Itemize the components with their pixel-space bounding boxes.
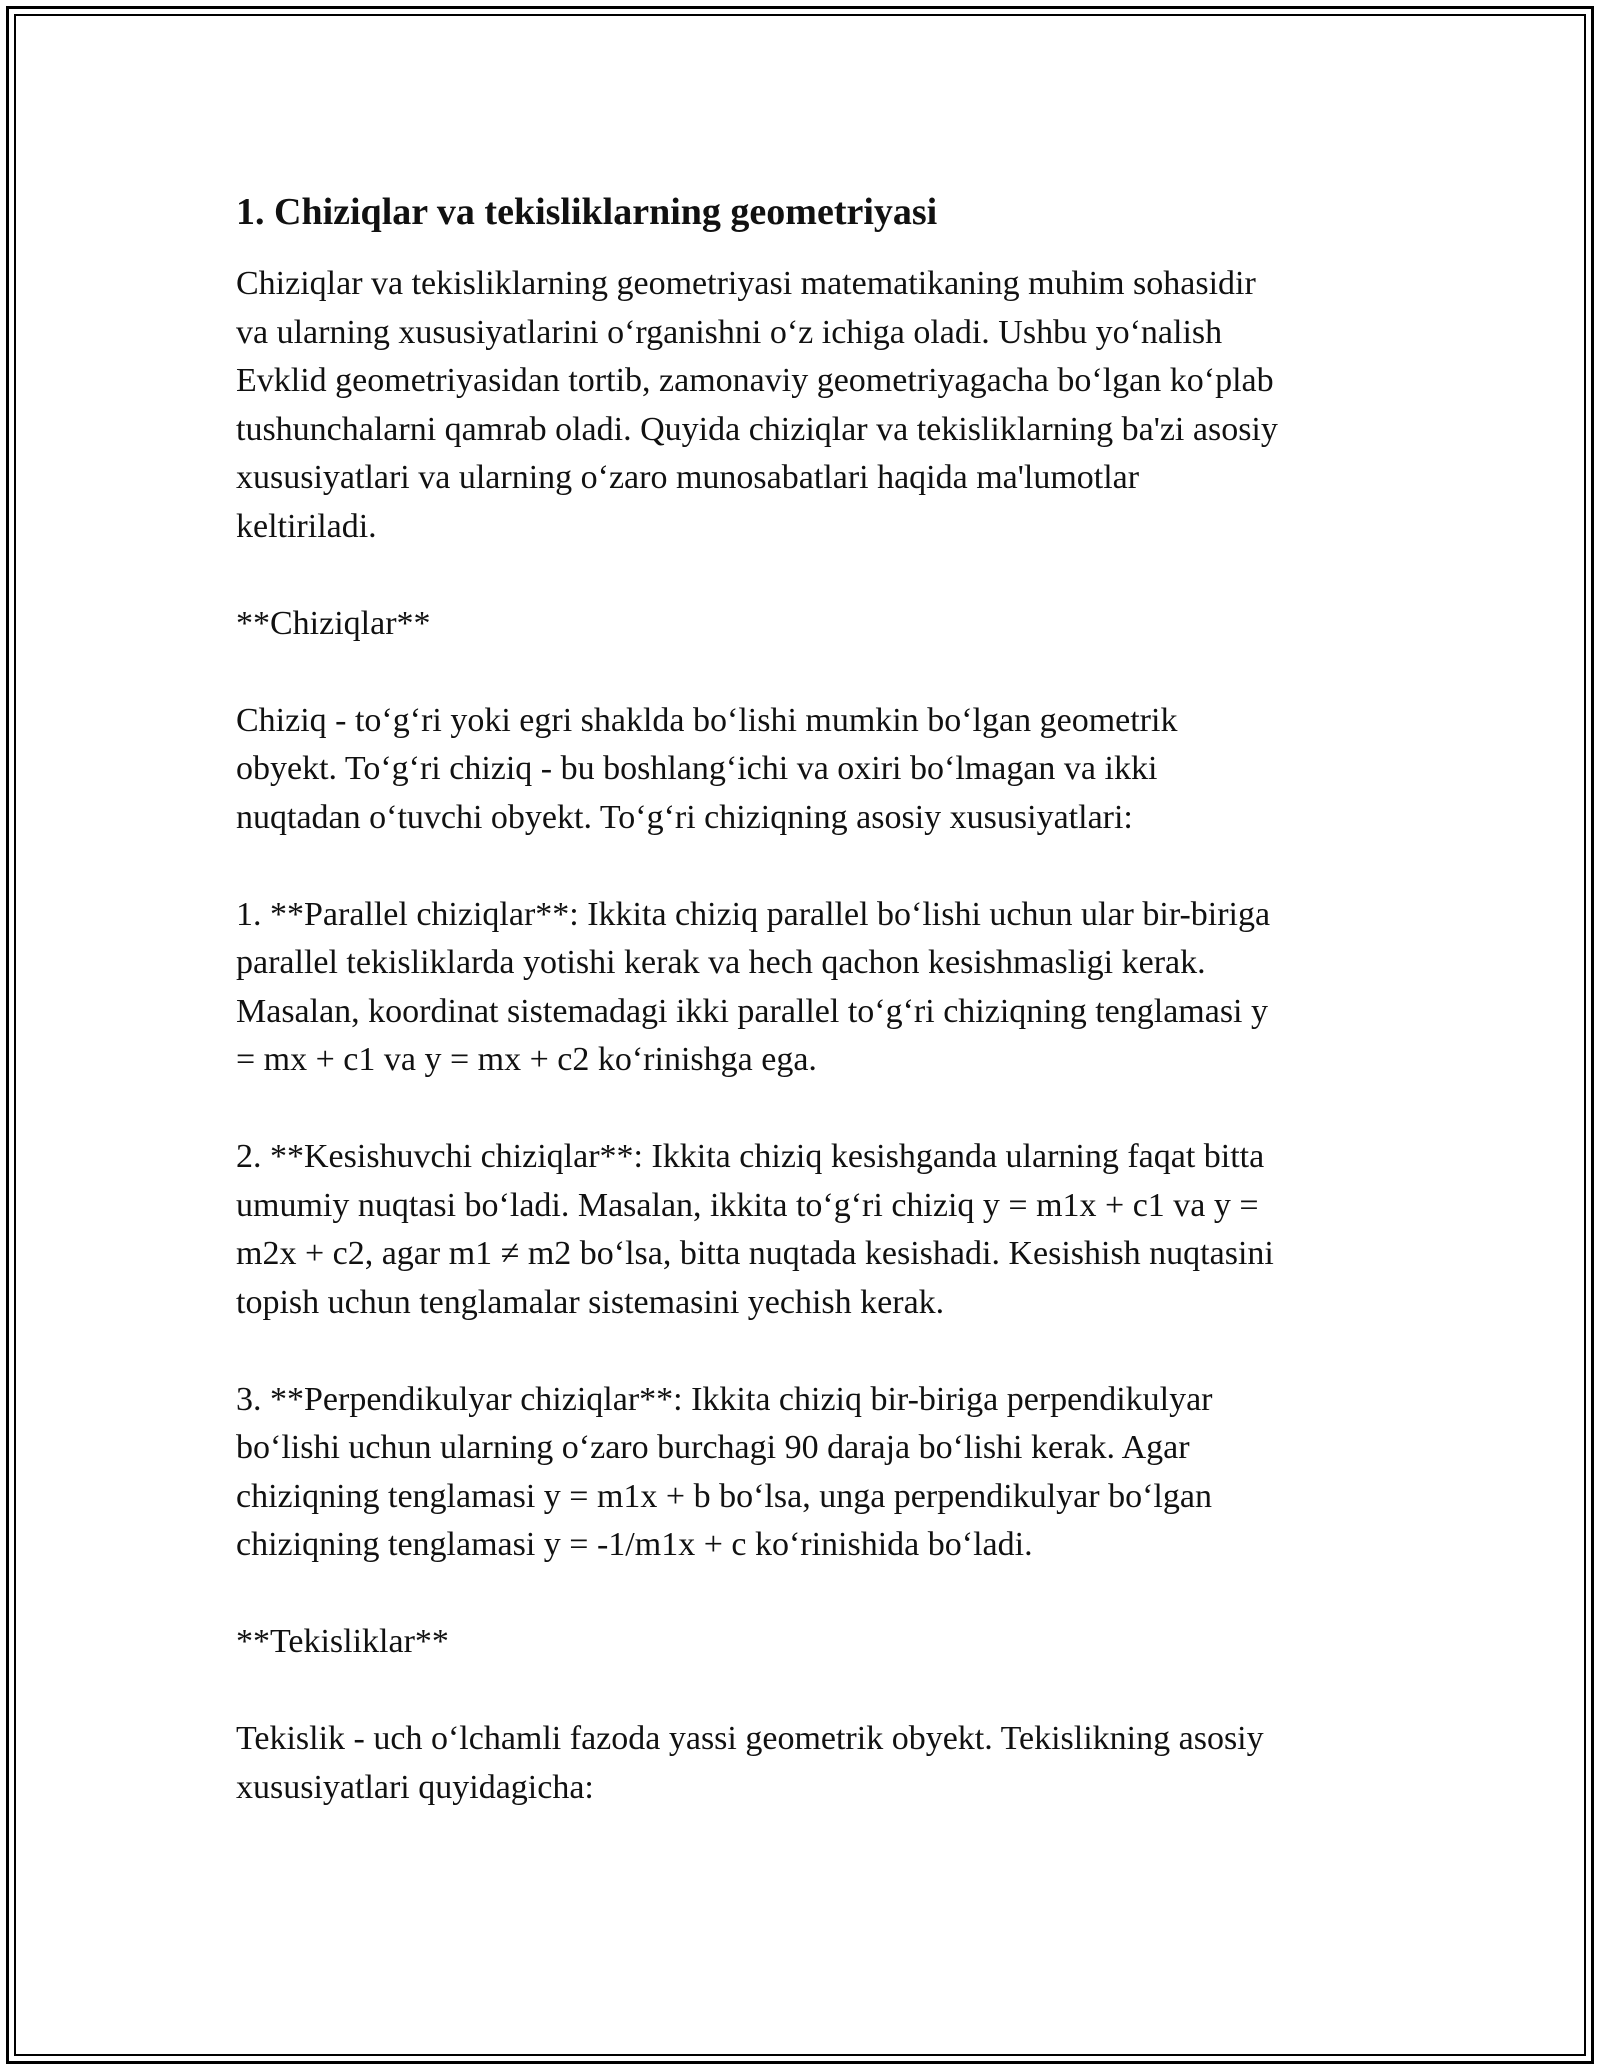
intersecting-lines-paragraph: 2. **Kesishuvchi chiziqlar**: Ikkita chiziq kesishganda ularning faqat bitta umumiy nuqtasi bo‘ladi. Masalan, ikkita to‘g‘ri chiziq y = m1x + c1 va y = m2x + c2, agar m1 ≠ m2 bo‘lsa, bitta nuqtada kesishadi. Kesishish nuqtasini topish uchun tenglamalar sistemasini yechish kerak.: [236, 1138, 1274, 1321]
parallel-lines-paragraph: 1. **Parallel chiziqlar**: Ikkita chiziq parallel bo‘lishi uchun ular bir-biriga parallel tekisliklarda yotishi kerak va hech qachon kesishmasligi kerak. Masalan, koordinat sistemadagi ikki parallel to‘g‘ri chiziqning tenglamasi y = mx + c1 va y = mx + c2 ko‘rinishga ega.: [236, 895, 1271, 1078]
section-heading-planes: **Tekisliklar**: [236, 1623, 449, 1660]
document-body: [236, 188, 1366, 1812]
intro-paragraph: Chiziqlar va tekisliklarning geometriyasi matematikaning muhim sohasidir va ularning xususiyatlarini o‘rganishni o‘z ichiga oladi. Ushbu yo‘nalish Evklid geometriyasidan tortib, zamonaviy geometriyagacha bo‘lgan ko‘plab tushunchalarni qamrab oladi. Quyida chiziqlar va tekisliklarning ba'zi asosiy xususiyatlari va ularning o‘zaro munosabatlari haqida ma'lumotlar keltiriladi.: [236, 265, 1278, 545]
document-title: 1. Chiziqlar va tekisliklarning geometriyasi: [236, 191, 938, 233]
plane-definition-paragraph: Tekislik - uch o‘lchamli fazoda yassi geometrik obyekt. Tekislikning asosiy xususiyatlari quyidagicha:: [236, 1720, 1264, 1806]
line-definition-paragraph: Chiziq - to‘g‘ri yoki egri shaklda bo‘lishi mumkin bo‘lgan geometrik obyekt. To‘g‘ri chiziq - bu boshlang‘ichi va oxiri bo‘lmagan va ikki nuqtadan o‘tuvchi obyekt. To‘g‘ri chiziqning asosiy xususiyatlari:: [236, 701, 1178, 836]
section-heading-lines: **Chiziqlar**: [236, 604, 431, 642]
perpendicular-lines-paragraph: 3. **Perpendikulyar chiziqlar**: Ikkita chiziq bir-biriga perpendikulyar bo‘lishi uchun ularning o‘zaro burchagi 90 daraja bo‘lishi kerak. Agar chiziqning tenglamasi y = m1x + b bo‘lsa, unga perpendikulyar bo‘lgan chiziqning tenglamasi y = -1/m1x + c ko‘rinishida bo‘ladi.: [236, 1380, 1213, 1563]
